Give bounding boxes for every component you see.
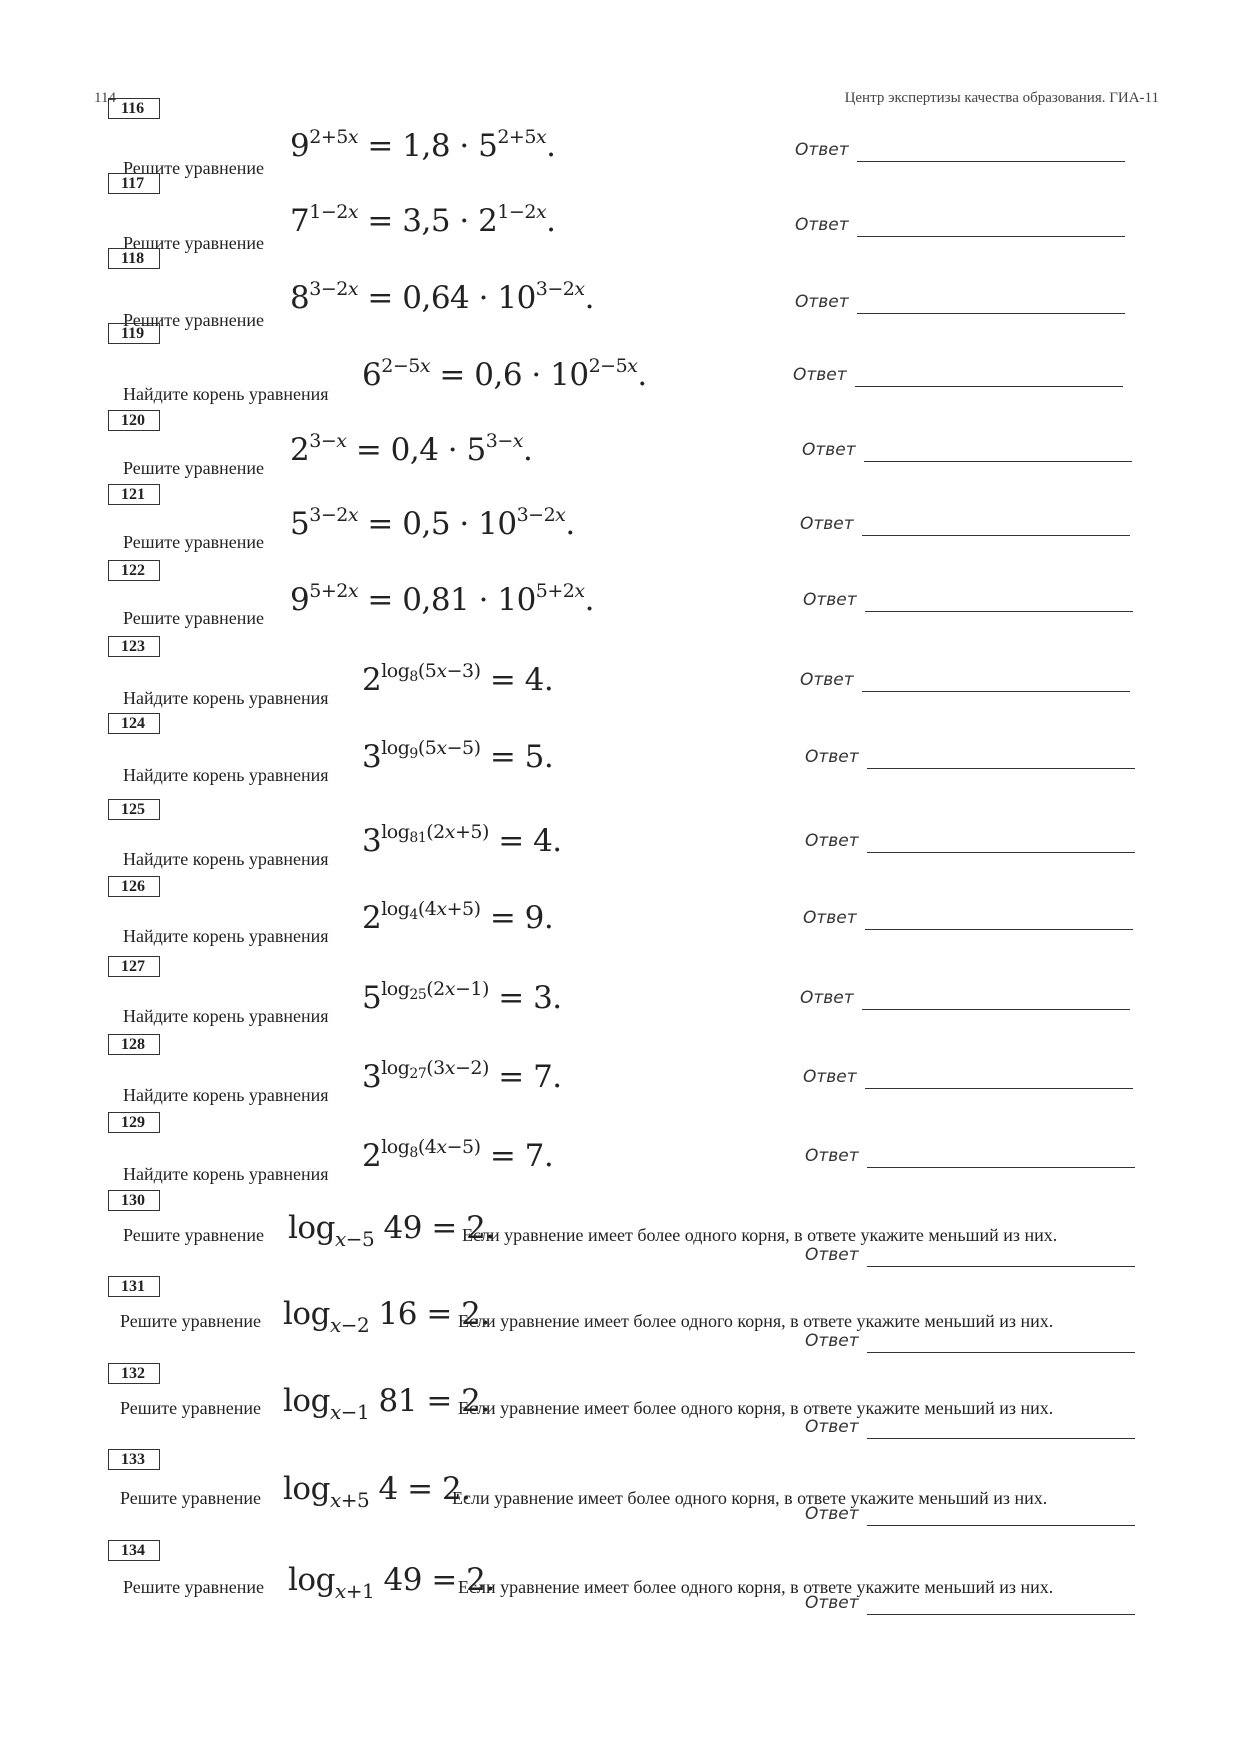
task-number: 117 [108, 173, 160, 194]
equation: $5^{3-2x} = 0,5 \cdot 10^{3-2x}$. [290, 504, 575, 542]
equation: $3^{log_{81}(2x+5)} = 4$. [362, 821, 562, 859]
answer-field[interactable] [803, 590, 1133, 612]
task-number: 119 [108, 323, 160, 344]
equation: $2^{3-x} = 0,4 \cdot 5^{3-x}$. [290, 430, 533, 468]
task-prompt: Решите уравнение [120, 1311, 261, 1331]
equation: $6^{2-5x} = 0,6 \cdot 10^{2-5x}$. [362, 355, 647, 393]
task-note: Если уравнение имеет более одного корня, в ответе укажите меньший из них. [462, 1225, 1058, 1245]
task-number: 122 [108, 560, 160, 581]
task-prompt: Найдите корень уравнения [123, 849, 329, 869]
task-number: 131 [108, 1276, 160, 1297]
task-number: 133 [108, 1449, 160, 1470]
equation: $\log_{x-2} 16 = 2$. [283, 1296, 490, 1337]
answer-field[interactable] [795, 292, 1125, 314]
answer-line [867, 1167, 1135, 1168]
answer-line [867, 1525, 1135, 1526]
answer-field[interactable] [805, 1146, 1135, 1168]
answer-line [867, 852, 1135, 853]
answer-field[interactable] [805, 1331, 1135, 1353]
task-prompt: Решите уравнение [123, 608, 264, 628]
equation: $\log_{x+1} 49 = 2$. [288, 1562, 495, 1603]
answer-line [867, 768, 1135, 769]
task-prompt: Решите уравнение [123, 310, 264, 330]
answer-label: Ответ [802, 440, 856, 460]
task-note: Если уравнение имеет более одного корня, в ответе укажите меньший из них. [452, 1488, 1048, 1508]
task-134 [0, 1540, 1241, 1613]
equation: $9^{2+5x} = 1,8 \cdot 5^{2+5x}$. [290, 126, 556, 164]
equation: $2^{log_8(5x-3)} = 4$. [362, 660, 554, 698]
equation: $2^{log_8(4x-5)} = 7$. [362, 1136, 554, 1174]
answer-label: Ответ [805, 1593, 859, 1613]
task-number: 121 [108, 484, 160, 505]
task-125 [0, 799, 1241, 869]
task-prompt: Найдите корень уравнения [123, 688, 329, 708]
answer-line [867, 1352, 1135, 1353]
answer-line [857, 236, 1125, 237]
answer-label: Ответ [795, 215, 849, 235]
answer-label: Ответ [793, 365, 847, 385]
page-number: 114 [94, 90, 116, 106]
answer-line [865, 611, 1133, 612]
task-123 [0, 636, 1241, 708]
answer-line [862, 535, 1130, 536]
answer-line [865, 929, 1133, 930]
answer-label: Ответ [800, 988, 854, 1008]
answer-label: Ответ [805, 1146, 859, 1166]
task-117 [0, 173, 1241, 253]
answer-line [864, 461, 1132, 462]
task-128 [0, 1034, 1241, 1105]
equation: $8^{3-2x} = 0,64 \cdot 10^{3-2x}$. [290, 278, 594, 316]
answer-label: Ответ [805, 1504, 859, 1524]
equation: $\log_{x+5} 4 = 2$. [283, 1471, 471, 1512]
task-prompt: Решите уравнение [123, 1577, 264, 1597]
equation: $5^{log_{25}(2x-1)} = 3$. [362, 978, 562, 1016]
task-prompt: Решите уравнение [120, 1398, 261, 1418]
answer-line [867, 1266, 1135, 1267]
task-prompt: Решите уравнение [123, 233, 264, 253]
task-note: Если уравнение имеет более одного корня, в ответе укажите меньший из них. [458, 1311, 1054, 1331]
task-prompt: Найдите корень уравнения [123, 1085, 329, 1105]
answer-field[interactable] [800, 514, 1130, 536]
task-prompt: Найдите корень уравнения [123, 1006, 329, 1026]
answer-label: Ответ [800, 670, 854, 690]
answer-label: Ответ [803, 1067, 857, 1087]
task-number: 128 [108, 1034, 160, 1055]
answer-field[interactable] [803, 908, 1133, 930]
equation: $2^{log_4(4x+5)} = 9$. [362, 898, 554, 936]
task-prompt: Решите уравнение [123, 458, 264, 478]
answer-field[interactable] [805, 831, 1135, 853]
task-number: 127 [108, 956, 160, 977]
equation: $3^{log_{27}(3x-2)} = 7$. [362, 1057, 562, 1095]
task-119 [0, 323, 1241, 404]
task-132 [0, 1363, 1241, 1437]
task-122 [0, 560, 1241, 628]
answer-field[interactable] [793, 365, 1123, 387]
answer-label: Ответ [795, 292, 849, 312]
answer-line [857, 161, 1125, 162]
task-133 [0, 1449, 1241, 1524]
header-title: Центр экспертизы качества образования. ГИА-11 [844, 90, 1159, 106]
task-131 [0, 1276, 1241, 1351]
answer-field[interactable] [805, 1245, 1135, 1267]
answer-line [862, 1009, 1130, 1010]
task-prompt: Найдите корень уравнения [123, 1164, 329, 1184]
task-number: 130 [108, 1190, 160, 1211]
answer-label: Ответ [795, 140, 849, 160]
task-130 [0, 1190, 1241, 1265]
task-number: 118 [108, 248, 160, 269]
task-prompt: Найдите корень уравнения [123, 765, 329, 785]
answer-line [855, 386, 1123, 387]
task-number: 124 [108, 713, 160, 734]
task-number: 129 [108, 1112, 160, 1133]
task-126 [0, 876, 1241, 946]
answer-label: Ответ [800, 514, 854, 534]
answer-field[interactable] [800, 988, 1130, 1010]
answer-line [867, 1438, 1135, 1439]
answer-label: Ответ [805, 1245, 859, 1265]
equation: $9^{5+2x} = 0,81 \cdot 10^{5+2x}$. [290, 580, 594, 618]
task-prompt: Решите уравнение [120, 1488, 261, 1508]
task-prompt: Решите уравнение [123, 158, 264, 178]
task-number: 123 [108, 636, 160, 657]
task-124 [0, 713, 1241, 785]
answer-line [865, 1088, 1133, 1089]
task-prompt: Найдите корень уравнения [123, 384, 329, 404]
answer-field[interactable] [795, 140, 1125, 162]
answer-label: Ответ [805, 1417, 859, 1437]
task-prompt: Решите уравнение [123, 1225, 264, 1245]
equation: $3^{log_9(5x-5)} = 5$. [362, 737, 554, 775]
answer-field[interactable] [805, 1417, 1135, 1439]
answer-field[interactable] [805, 1593, 1135, 1615]
task-number: 116 [108, 98, 160, 119]
answer-label: Ответ [805, 747, 859, 767]
task-118 [0, 248, 1241, 330]
answer-field[interactable] [802, 440, 1132, 462]
answer-field[interactable] [803, 1067, 1133, 1089]
task-note: Если уравнение имеет более одного корня, в ответе укажите меньший из них. [458, 1577, 1054, 1597]
task-129 [0, 1112, 1241, 1184]
equation: $\log_{x-5} 49 = 2$. [288, 1210, 495, 1251]
task-number: 126 [108, 876, 160, 897]
answer-field[interactable] [805, 747, 1135, 769]
equation: $7^{1-2x} = 3,5 \cdot 2^{1-2x}$. [290, 201, 556, 239]
task-number: 125 [108, 799, 160, 820]
answer-line [867, 1614, 1135, 1615]
answer-field[interactable] [800, 670, 1130, 692]
answer-label: Ответ [805, 831, 859, 851]
answer-line [857, 313, 1125, 314]
task-127 [0, 956, 1241, 1026]
answer-field[interactable] [805, 1504, 1135, 1526]
task-116 [0, 98, 1241, 178]
task-number: 120 [108, 410, 160, 431]
answer-field[interactable] [795, 215, 1125, 237]
answer-label: Ответ [803, 590, 857, 610]
task-120 [0, 410, 1241, 478]
equation: $\log_{x-1} 81 = 2$. [283, 1383, 490, 1424]
answer-line [862, 691, 1130, 692]
task-number: 134 [108, 1540, 160, 1561]
task-note: Если уравнение имеет более одного корня, в ответе укажите меньший из них. [458, 1398, 1054, 1418]
task-prompt: Решите уравнение [123, 532, 264, 552]
answer-label: Ответ [803, 908, 857, 928]
task-number: 132 [108, 1363, 160, 1384]
answer-label: Ответ [805, 1331, 859, 1351]
task-121 [0, 484, 1241, 552]
task-prompt: Найдите корень уравнения [123, 926, 329, 946]
